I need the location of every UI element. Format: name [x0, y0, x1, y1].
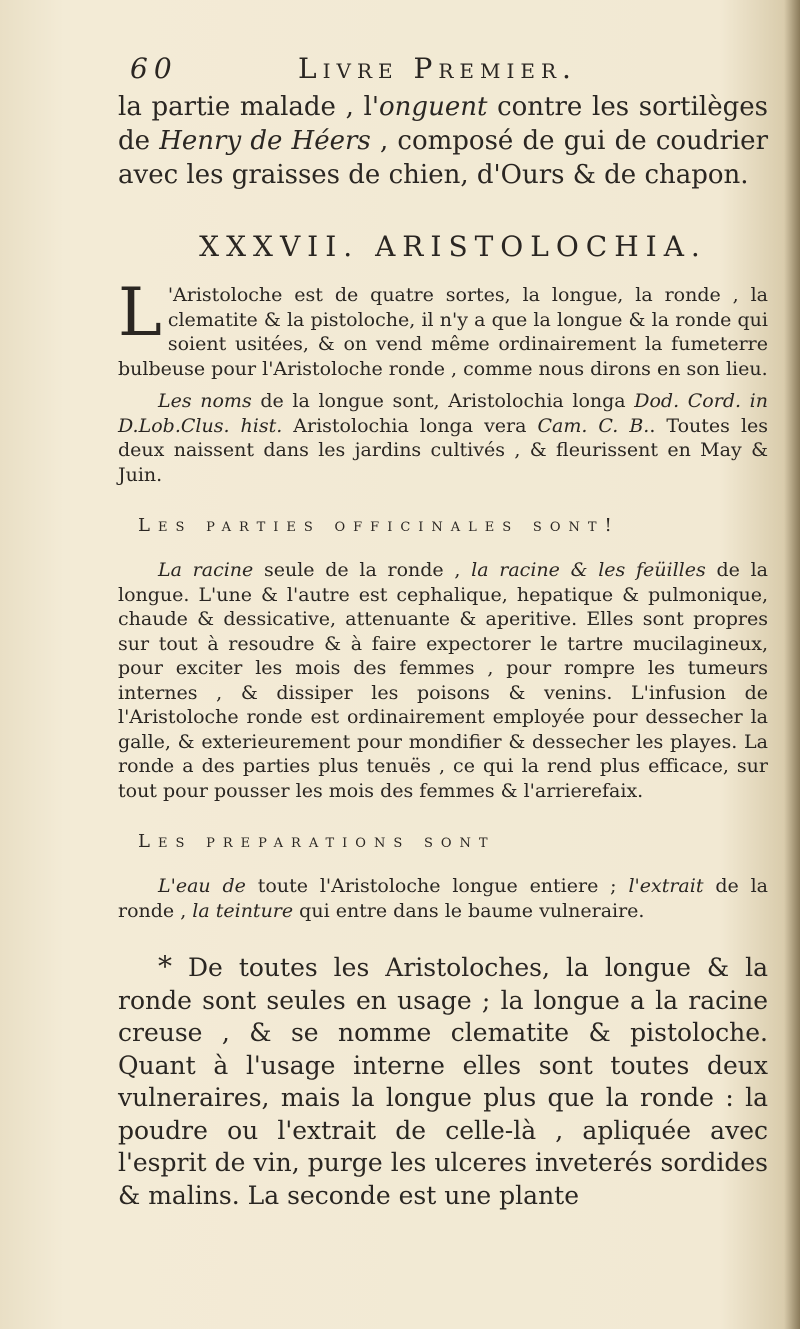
page-body [118, 90, 768, 1212]
intro-paragraph [118, 274, 768, 381]
lead-paragraph [118, 90, 768, 192]
preparations-italic-3: la teinture [192, 899, 294, 922]
officinal-italic-1: La racine [158, 559, 254, 581]
names-text-3: . Toutes les deux naissent dans les jardins cultivés , & fleurissent en May & Juin. [118, 414, 769, 486]
officinal-paragraph [118, 558, 768, 803]
names-italic-2: Dod. Cord. in D.Lob.Clus. hist. [118, 390, 768, 437]
officinal-text-2: de la longue. L'une & l'autre est cephalique, hepatique & pulmonique, chaude & dessicative, attenuante & aperitive. Elles sont propres sur tout à resoudre & à faire expectorer le tartre mucilagineux, pour exciter les mois des femmes , pour rompre les tumeurs internes , & dissiper les poisons & venins. L'infusion de l'Aristoloche ronde est ordinairement employée pour dessecher la galle, & exterieurement pour mondifier & dessecher les playes. La ronde a des parties plus tenuës , ce qui la rend plus efficace, sur tout pour pousser les mois des femmes & l'arrierefaix. [118, 559, 769, 802]
intro-text: 'Aristoloche est de quatre sortes, la longue, la ronde , la clematite & la pistoloche, il n'y a que la longue & la ronde qui soient usitées, & on vend même ordinairement la fumeterre bulbeuse pour l'Aristoloche ronde , comme nous dirons en son lieu. [118, 284, 768, 380]
note-text: De toutes les Aristoloches, la longue & la ronde sont seules en usage ; la longue a la racine creuse , & se nomme clematite & pistoloche. Quant à l'usage interne elles sont toutes deux vulneraires, mais la longue plus que la ronde : la poudre ou l'extrait de celle-là , apliquée avec l'esprit de vin, purge les ulceres inveterés sordides & malins. La seconde est une plante [118, 953, 768, 1210]
lead-italic-2: Henry de Héers [159, 126, 371, 156]
preparations-italic-2: l'extrait [628, 875, 704, 897]
page-header [118, 52, 758, 92]
note-asterisk: * [158, 950, 172, 983]
lead-text-1: la partie malade , l' [118, 92, 380, 122]
officinal-italic-2: la racine & les feüilles [471, 559, 706, 581]
running-title: Livre Premier. [298, 52, 577, 85]
preparations-paragraph [118, 874, 768, 923]
names-paragraph [118, 389, 768, 487]
subhead-preparations: Les preparations sont [138, 831, 496, 852]
section-title: XXXVII. ARISTOLOCHIA. [199, 230, 707, 263]
lead-italic-1: onguent [379, 92, 488, 122]
preparations-text-2: de la ronde , [118, 875, 769, 922]
preparations-text-1: toute l'Aristoloche longue entiere ; [245, 875, 629, 897]
lead-text-2: contre les sortilèges de [118, 92, 769, 156]
subhead-officinal: Les parties officinales sont! [138, 515, 620, 536]
names-text-1: de la longue sont, Aristolochia longa [251, 390, 635, 412]
names-italic-3: Cam. C. B. [537, 414, 650, 437]
lead-text-3: , composé de gui de coudrier avec les graisses de chien, d'Ours & de chapon. [118, 126, 768, 190]
drop-cap: L [118, 274, 162, 351]
officinal-text-1: seule de la ronde , [253, 559, 472, 581]
preparations-italic-1: L'eau de [158, 875, 246, 897]
page-number: 60 [130, 52, 178, 85]
preparations-text-3: qui entre dans le baume vulneraire. [293, 899, 645, 922]
names-text-2: Aristolochia longa vera [282, 414, 538, 437]
note-paragraph [118, 951, 768, 1212]
names-italic-1: Les noms [158, 390, 252, 412]
